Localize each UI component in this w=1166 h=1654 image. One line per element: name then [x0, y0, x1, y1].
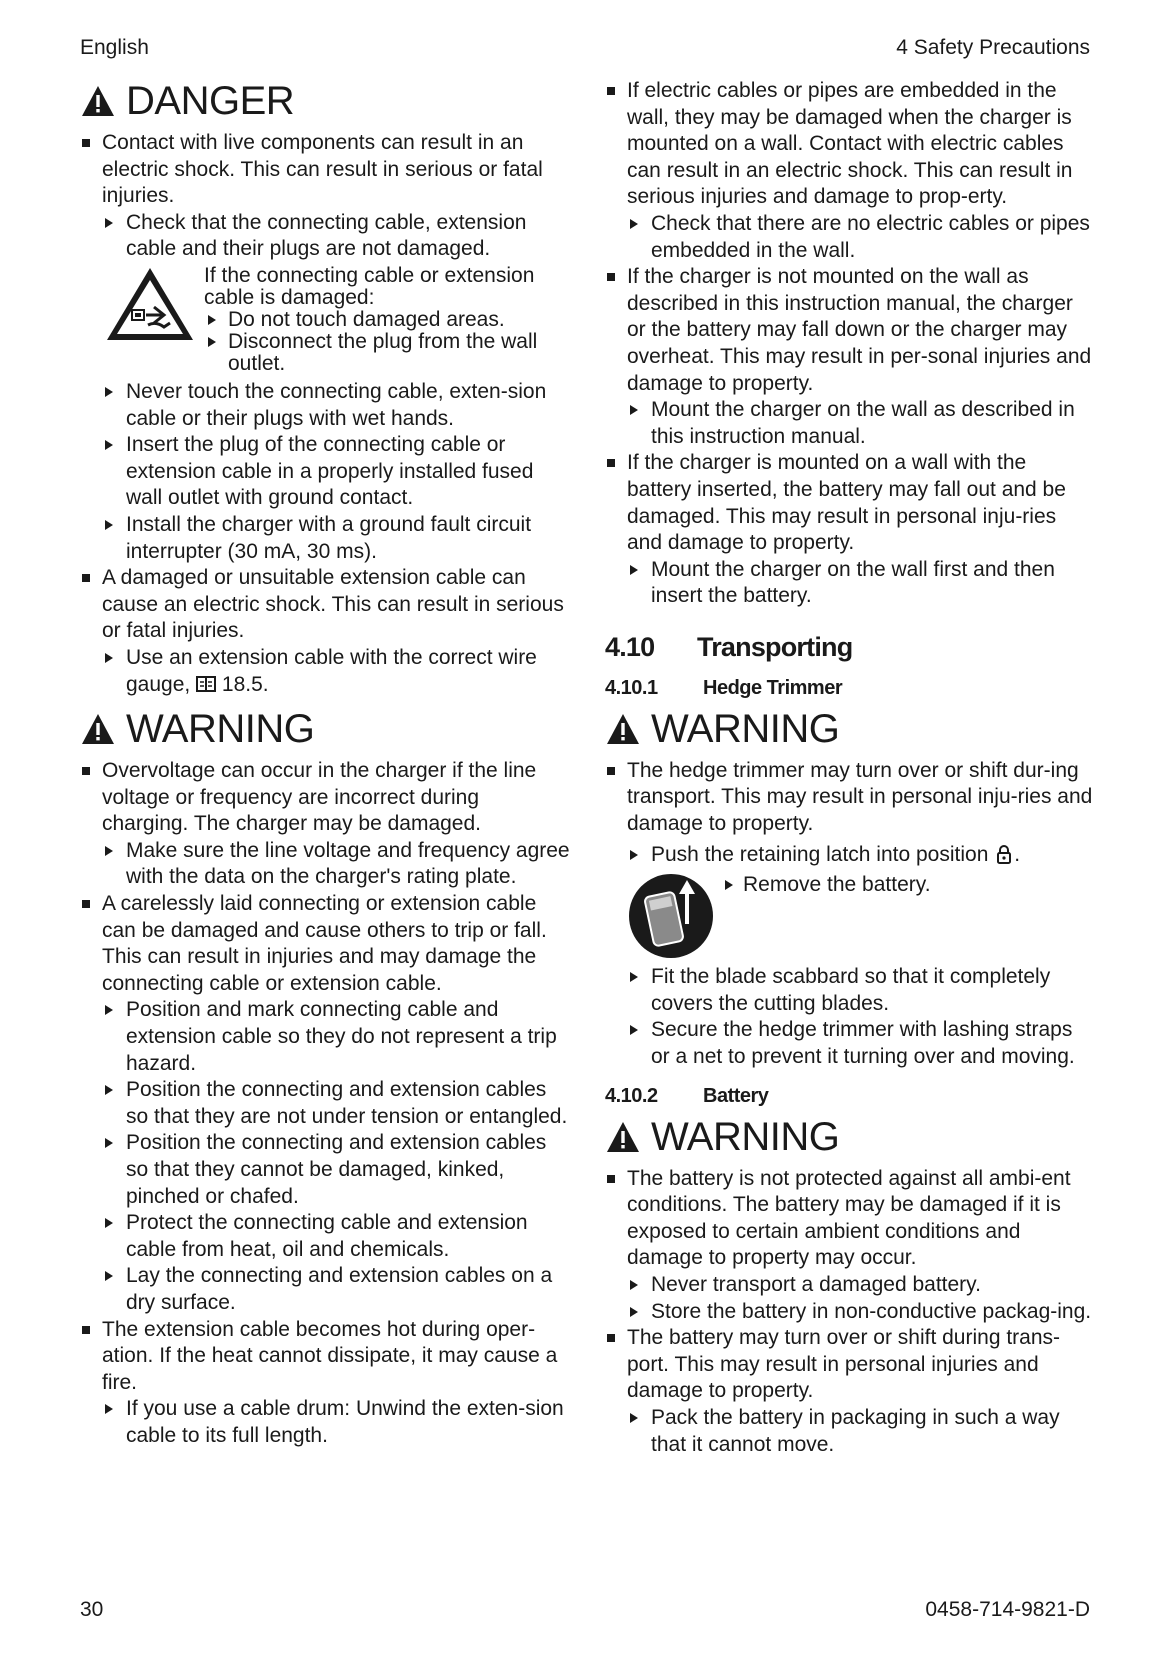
bullet-arrow-icon: [630, 1413, 638, 1423]
bullet-arrow-icon: [105, 1404, 113, 1414]
list-item: Store the battery in non-conductive packag-ing.: [605, 1299, 1095, 1326]
list-item: Check that the connecting cable, extension cable and their plugs are not damaged.: [80, 210, 570, 263]
list-item: Protect the connecting cable and extension cable from heat, oil and chemicals.: [80, 1210, 570, 1263]
bullet-arrow-icon: [725, 880, 733, 890]
list-item: Position the connecting and extension cables so that they are not under tension or entangled.: [80, 1077, 570, 1130]
list-item: If you use a cable drum: Unwind the exten-sion cable to its full length.: [80, 1396, 570, 1449]
list-item: Secure the hedge trimmer with lashing straps or a net to prevent it turning over and moving.: [605, 1017, 1095, 1070]
warning-triangle-icon: [605, 1120, 641, 1154]
bullet-arrow-icon: [105, 1085, 113, 1095]
list-item: Insert the plug of the connecting cable or extension cable in a properly installed fused wall outlet with ground contact.: [80, 432, 570, 512]
bullet-arrow-icon: [105, 218, 113, 228]
bullet-arrow-icon: [105, 846, 113, 856]
list-item: Position the connecting and extension cables so that they cannot be damaged, kinked, pinched or chafed.: [80, 1130, 570, 1210]
subsection-title: Hedge Trimmer: [703, 676, 843, 699]
bullet-square-icon: [82, 574, 90, 582]
bullet-arrow-icon: [105, 1138, 113, 1148]
bullet-arrow-icon: [105, 440, 113, 450]
warning-triangle-icon: [80, 84, 116, 118]
warning-label: WARNING: [651, 706, 840, 751]
bullet-arrow-icon: [630, 1280, 638, 1290]
bullet-arrow-icon: [630, 1025, 638, 1035]
subsection-number: 4.10.1: [605, 676, 658, 699]
bullet-square-icon: [82, 1326, 90, 1334]
header-section: 4 Safety Precautions: [896, 36, 1090, 59]
warning-heading: [80, 706, 570, 752]
left-column: [80, 78, 570, 1450]
list-item: Make sure the line voltage and frequency agree with the data on the charger's rating plate.: [80, 838, 570, 891]
pictogram-intro: If the connecting cable or extension cable is damaged:: [204, 263, 535, 309]
section-number: 4.10: [605, 631, 655, 662]
bullet-arrow-icon: [105, 653, 113, 663]
document-number: 0458-714-9821-D: [925, 1598, 1090, 1621]
warning-label: WARNING: [126, 707, 315, 752]
bullet-arrow-icon: [105, 1005, 113, 1015]
warning-label: WARNING: [651, 1114, 840, 1159]
bullet-square-icon: [607, 273, 615, 281]
list-item: Install the charger with a ground fault circuit interrupter (30 mA, 30 ms).: [80, 512, 570, 565]
list-item: Never touch the connecting cable, exten-sion cable or their plugs with wet hands.: [80, 379, 570, 432]
list-item: Mount the charger on the wall first and then insert the battery.: [605, 557, 1095, 610]
section-heading-transporting: [605, 632, 1095, 663]
list-item: Remove the battery.: [719, 872, 931, 960]
section-reference: 18.5.: [221, 672, 269, 696]
book-reference-icon: [196, 674, 216, 694]
list-item: The battery is not protected against all ambi-ent conditions. The battery may be damaged if it is exposed to certain ambient conditions and damage to property may occur.: [605, 1166, 1095, 1272]
subsection-heading-hedge-trimmer: [605, 677, 1095, 700]
bullet-square-icon: [82, 767, 90, 775]
bullet-arrow-icon: [105, 520, 113, 530]
list-item: If the charger is not mounted on the wall as described in this instruction manual, the charger or the battery may fall down or the charger may overheat. This may result in per-sonal injuries and damage to property.: [605, 264, 1095, 397]
bullet-arrow-icon: [208, 337, 216, 347]
bullet-square-icon: [607, 767, 615, 775]
bullet-square-icon: [607, 1175, 615, 1183]
list-item: Disconnect the plug from the wall outlet.: [204, 331, 570, 375]
list-item: A carelessly laid connecting or extension cable can be damaged and cause others to trip or fall. This can result in injuries and may damage the connecting cable or extension cable.: [80, 891, 570, 997]
bullet-arrow-icon: [105, 387, 113, 397]
page-number: 30: [80, 1598, 104, 1621]
bullet-square-icon: [82, 900, 90, 908]
bullet-arrow-icon: [630, 405, 638, 415]
list-item: If electric cables or pipes are embedded in the wall, they may be damaged when the charger is mounted on a wall. Contact with electric cables can result in an electric shock. This can result in serious injuries and damage to prop-erty.: [605, 78, 1095, 211]
bullet-square-icon: [607, 87, 615, 95]
section-title: Transporting: [697, 631, 853, 662]
bullet-arrow-icon: [630, 219, 638, 229]
list-item: A damaged or unsuitable extension cable can cause an electric shock. This can result in serious or fatal injuries.: [80, 565, 570, 645]
list-item: Check that there are no electric cables or pipes embedded in the wall.: [605, 211, 1095, 264]
list-item: Push the retaining latch into position .: [605, 842, 1095, 869]
bullet-arrow-icon: [630, 565, 638, 575]
list-item: Pack the battery in packaging in such a way that it cannot move.: [605, 1405, 1095, 1458]
damaged-cable-pictogram-box: [104, 265, 570, 375]
warning-triangle-icon: [80, 712, 116, 746]
list-item: Overvoltage can occur in the charger if the line voltage or frequency are incorrect during charging. The charger may be damaged.: [80, 758, 570, 838]
list-item: Never transport a damaged battery.: [605, 1272, 1095, 1299]
bullet-square-icon: [607, 1334, 615, 1342]
list-item: If the charger is mounted on a wall with the battery inserted, the battery may fall out and be damaged. This may result in personal inju-ries and damage to property.: [605, 450, 1095, 556]
list-item: Mount the charger on the wall as described in this instruction manual.: [605, 397, 1095, 450]
bullet-arrow-icon: [105, 1271, 113, 1281]
bullet-arrow-icon: [630, 972, 638, 982]
bullet-arrow-icon: [105, 1218, 113, 1228]
list-item: Position and mark connecting cable and extension cable so they do not represent a trip hazard.: [80, 997, 570, 1077]
battery-removal-pictogram-box: [627, 872, 1095, 960]
list-item: The extension cable becomes hot during oper-ation. If the heat cannot dissipate, it may cause a fire.: [80, 1317, 570, 1397]
subsection-title: Battery: [703, 1084, 769, 1107]
bullet-square-icon: [82, 139, 90, 147]
battery-removal-pictogram-icon: [627, 872, 719, 960]
subsection-heading-battery: [605, 1085, 1095, 1108]
header-language: English: [80, 36, 149, 59]
right-column: [605, 78, 1095, 1458]
bullet-arrow-icon: [630, 850, 638, 860]
electric-shock-pictogram-icon: [104, 265, 196, 343]
lock-icon: [994, 844, 1014, 864]
danger-heading: [80, 78, 570, 124]
list-item: The battery may turn over or shift during trans-port. This may result in personal injuries and damage to property.: [605, 1325, 1095, 1405]
list-item: Fit the blade scabbard so that it completely covers the cutting blades.: [605, 964, 1095, 1017]
subsection-number: 4.10.2: [605, 1084, 658, 1107]
warning-triangle-icon: [605, 712, 641, 746]
list-item: Contact with live components can result in an electric shock. This can result in serious or fatal injuries.: [80, 130, 570, 210]
warning-heading: [605, 706, 1095, 752]
bullet-square-icon: [607, 459, 615, 467]
list-item: The hedge trimmer may turn over or shift dur-ing transport. This may result in personal inju-ries and damage to property.: [605, 758, 1095, 838]
bullet-arrow-icon: [630, 1307, 638, 1317]
list-item: Do not touch damaged areas.: [204, 309, 570, 331]
list-item: Use an extension cable with the correct wire gauge, 18.5.: [80, 645, 570, 698]
bullet-arrow-icon: [208, 315, 216, 325]
danger-label: DANGER: [126, 79, 295, 123]
list-item: Lay the connecting and extension cables on a dry surface.: [80, 1263, 570, 1316]
warning-heading: [605, 1114, 1095, 1160]
